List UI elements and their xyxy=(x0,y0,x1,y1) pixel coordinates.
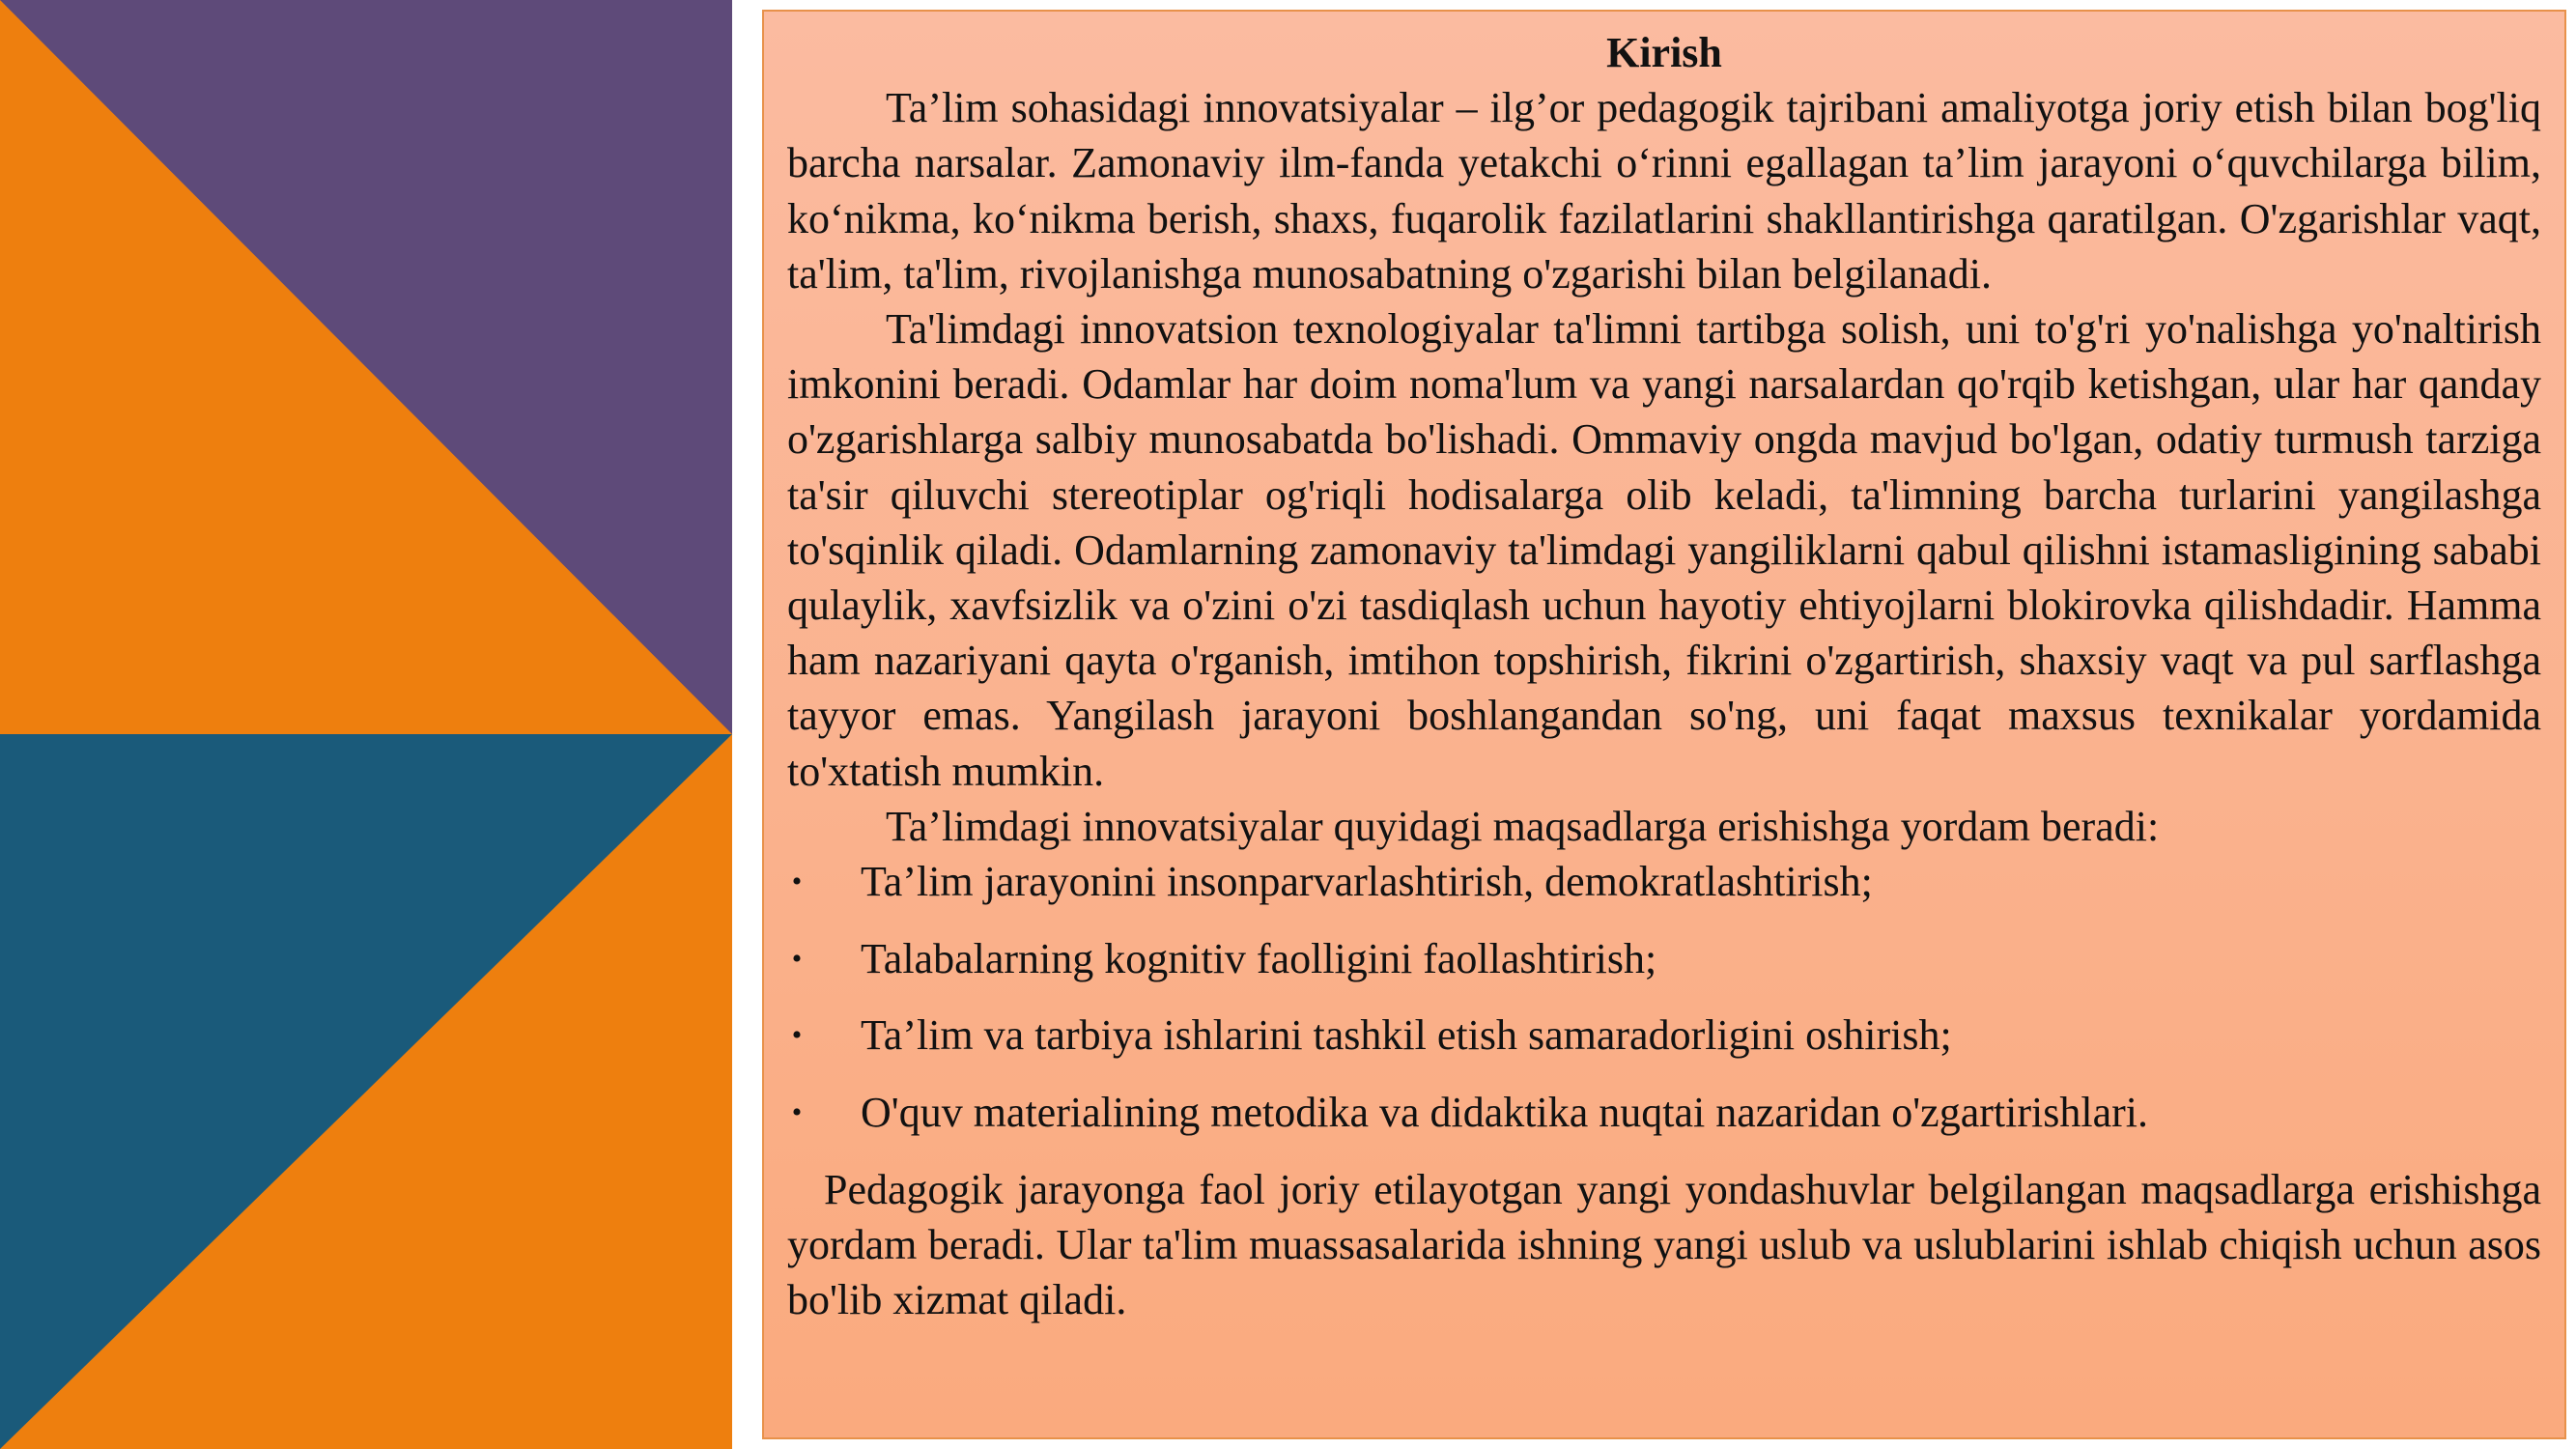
paragraph-1: Ta’lim sohasidagi innovatsiyalar – ilg’or pedagogik tajribani amaliyotga joriy etish bilan bog'liq barcha narsalar. Zamonaviy ilm-fanda yetakchi o‘rinni egallagan ta’lim jarayoni o‘quvchilarga bilim, ko‘nikma, ko‘nikma berish, shaxs, fuqarolik fazilatlarini shakllantirishga qaratilgan. O'zgarishlar vaqt, ta'lim, ta'lim, rivojlanishga munosabatning o'zgarishi bilan belgilanadi. xyxy=(787,84,2541,298)
list-item xyxy=(787,1008,2541,1063)
list-item-text: Talabalarning kognitiv faolligini faollashtirish; xyxy=(861,934,1657,982)
list-item xyxy=(787,931,2541,986)
list-item-text: Ta’lim jarayonini insonparvarlashtirish, demokratlashtirish; xyxy=(861,858,1873,906)
goals-list xyxy=(787,854,2541,1140)
bullet-icon: • xyxy=(791,1096,803,1129)
list-item-text: Ta’lim va tarbiya ishlarini tashkil etish samaradorligini oshirish; xyxy=(861,1011,1952,1060)
list-item xyxy=(787,1085,2541,1140)
page-title: Kirish xyxy=(1606,29,1722,76)
text-panel xyxy=(762,10,2566,1439)
closing-paragraph: Pedagogik jarayonga faol joriy etilayotgan yangi yondashuvlar belgilangan maqsadlarga erishishga yordam beradi. Ular ta'lim muassasalarida ishning yangi uslub va uslublarini ishlab chiqish uchun asos bo'lib xizmat qiladi. xyxy=(787,1165,2541,1324)
paragraph-2: Ta'limdagi innovatsion texnologiyalar ta'limni tartibga solish, uni to'g'ri yo'nalishga yo'naltirish imkonini beradi. Odamlar har doim noma'lum va yangi narsalardan qo'rqib ketishgan, ular har qanday o'zgarishlarga salbiy munosabatda bo'lishadi. Ommaviy ongda mavjud bo'lgan, odatiy turmush tarziga ta'sir qiluvchi stereotiplar og'riqli hodisalarga olib keladi, ta'limning barcha turlarini yangilashga to'sqinlik qiladi. Odamlarning zamonaviy ta'limdagi yangiliklarni qabul qilishni istamasligining sababi qulaylik, xavfsizlik va o'zini o'zi tasdiqlash uchun hayotiy ehtiyojlarni blokirovka qilishdadir. Hamma ham nazariyani qayta o'rganish, imtihon topshirish, fikrini o'zgartirish, shaxsiy vaqt va pul sarflashga tayyor emas. Yangilash jarayoni boshlangandan so'ng, uni faqat maxsus texnikalar yordamida to'xtatish mumkin. xyxy=(787,305,2541,795)
decorative-triangles xyxy=(0,0,732,1449)
bullet-icon: • xyxy=(791,942,803,975)
bullet-icon: • xyxy=(791,1019,803,1052)
list-item xyxy=(787,854,2541,909)
bullet-icon: • xyxy=(791,866,803,898)
list-item-text: O'quv materialining metodika va didaktika nuqtai nazaridan o'zgartirishlari. xyxy=(861,1089,2148,1137)
list-lead-in: Ta’limdagi innovatsiyalar quyidagi maqsadlarga erishishga yordam beradi: xyxy=(886,802,2160,850)
